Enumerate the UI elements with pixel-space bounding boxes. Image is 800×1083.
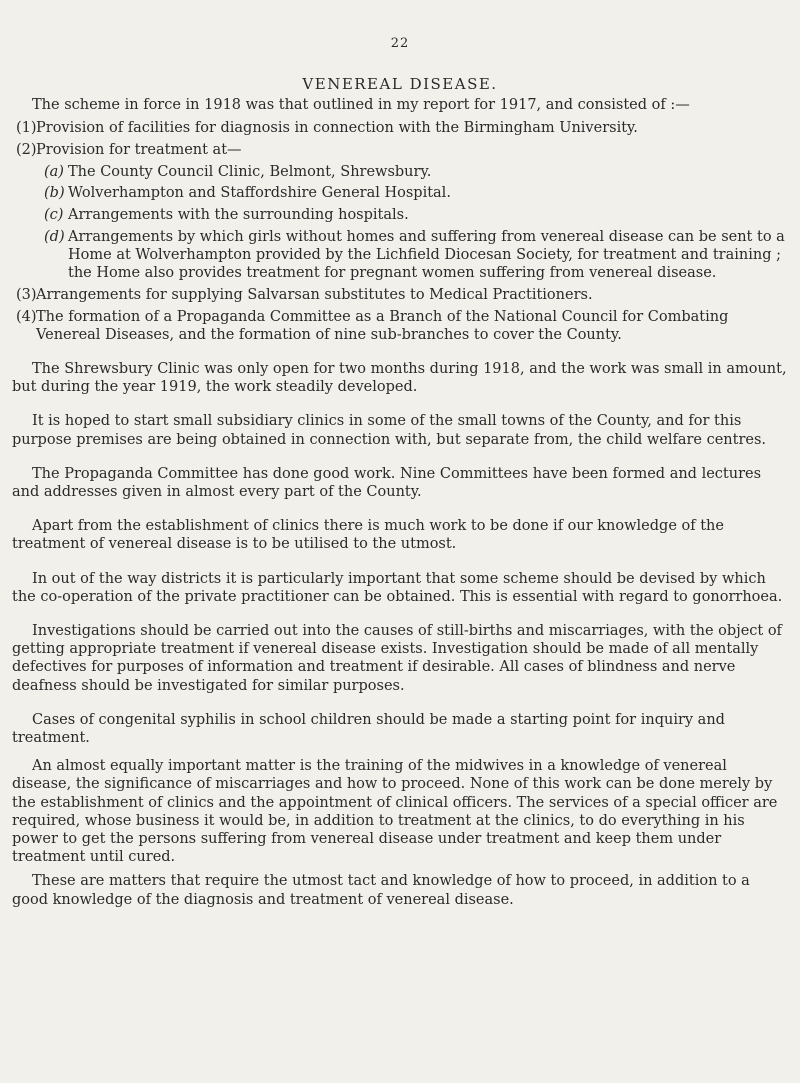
page-number: 22: [390, 36, 410, 51]
body-paragraph: Investigations should be carried out into the causes of still-births and miscarriages, with the object of getting appropriate treatment if venereal disease exists. Investigation should be made of all mentally defectives for purposes of information and treatment if desirable. All cases of blindness and nerve deafness should be investigated for similar purposes.: [12, 622, 782, 694]
body-paragraph: The Propaganda Committee has done good work. Nine Committees have been formed and lectures and addresses given in almost every part of the County.: [12, 465, 762, 500]
sub-list-item-text: Arrangements with the surrounding hospitals.: [68, 207, 409, 224]
document-body: [12, 96, 788, 909]
sub-list-item-letter: (b): [44, 185, 65, 202]
sub-list-item: [44, 206, 788, 224]
sub-list-item: [44, 228, 788, 283]
list-item: [12, 141, 788, 159]
body-paragraph: The Shrewsbury Clinic was only open for two months during 1918, and the work was small in amount, but during the year 1919, the work steadily developed.: [12, 360, 787, 396]
body-paragraph: It is hoped to start small subsidiary clinics in some of the small towns of the County, and for this purpose premises are being obtained in connection with, but separate from, the child welfare centres.: [12, 413, 767, 448]
list-item-text: Provision for treatment at—: [36, 141, 242, 158]
sub-list-item-letter: (a): [44, 163, 64, 180]
list-item-number: (3): [16, 286, 37, 303]
sub-list-item-text: Arrangements by which girls without homes and suffering from venereal disease can be sent to a Home at Wolverhampton provided by the Lichfield Diocesan Society, for treatment and training ; the Home also provides treatment for pregnant women suffering from venereal disease.: [68, 228, 785, 282]
body-paragraph: An almost equally important matter is the training of the midwives in a knowledge of venereal disease, the significance of miscarriages and how to proceed. None of this work can be done merely by the establishment of clinics and the appointment of clinical officers. The services of a special officer are required, whose business it would be, in addition to treatment at the clinics, to do everything in his power to get the persons suffering from venereal disease under treatment and keep them under treatment until cured.: [12, 758, 778, 866]
list-item-text: Arrangements for supplying Salvarsan substitutes to Medical Practitioners.: [36, 286, 593, 303]
sub-list-item-letter: (c): [44, 207, 64, 224]
sub-list-item-text: The County Council Clinic, Belmont, Shrewsbury.: [68, 163, 432, 180]
list-item-text: Provision of facilities for diagnosis in connection with the Birmingham University.: [36, 120, 638, 137]
sub-list-item-letter: (d): [44, 228, 65, 245]
intro-paragraph: The scheme in force in 1918 was that outlined in my report for 1917, and consisted of :—: [32, 97, 690, 113]
sub-list-item: [44, 184, 788, 202]
section-heading: VENEREAL DISEASE.: [302, 75, 498, 93]
sub-list-item: [44, 163, 788, 181]
body-paragraph: In out of the way districts it is particularly important that some scheme should be devised by which the co-operation of the private practitioner can be obtained. This is essential with regard to gonorrhoea.: [12, 570, 783, 605]
list-item-number: (2): [16, 141, 37, 158]
sub-list-item-text: Wolverhampton and Staffordshire General Hospital.: [68, 185, 451, 202]
list-item: [12, 119, 788, 137]
list-item-number: (4): [16, 308, 37, 325]
body-paragraph: Cases of congenital syphilis in school children should be made a starting point for inquiry and treatment.: [12, 711, 725, 746]
body-paragraph: Apart from the establishment of clinics there is much work to be done if our knowledge of the treatment of venereal disease is to be utilised to the utmost.: [12, 518, 724, 553]
list-item-text: The formation of a Propaganda Committee as a Branch of the National Council for Combating Venereal Diseases, and the formation of nine sub-branches to cover the County.: [36, 308, 729, 343]
body-paragraph: These are matters that require the utmost tact and knowledge of how to proceed, in addition to a good knowledge of the diagnosis and treatment of venereal disease.: [12, 873, 750, 908]
list-item: [12, 286, 788, 304]
list-item-number: (1): [16, 120, 37, 137]
list-item: [12, 308, 788, 344]
